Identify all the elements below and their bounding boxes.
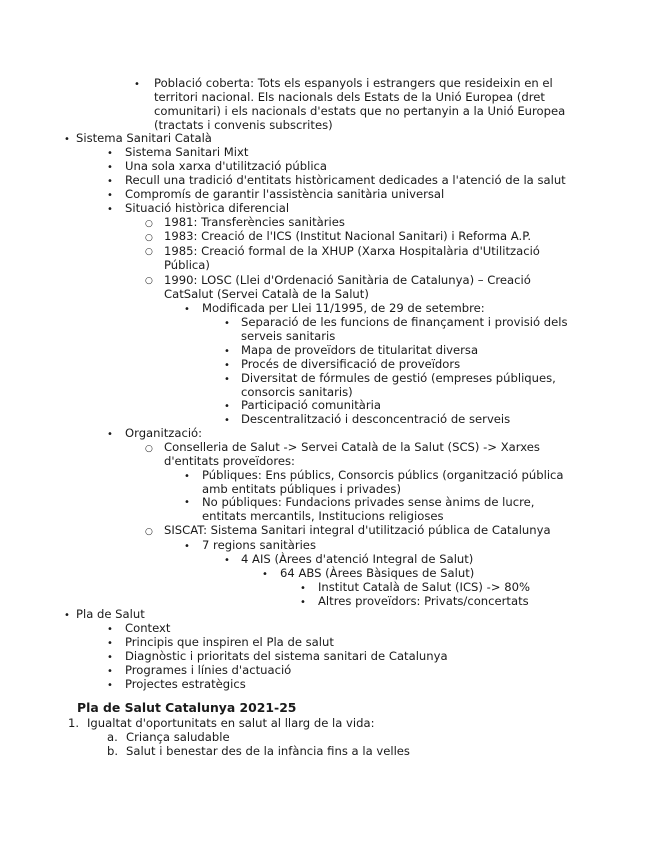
bullet: • bbox=[224, 555, 230, 566]
proveidor-item: Institut Català de Salut (ICS) -> 80% bbox=[318, 580, 530, 594]
mesura-item: consorcis sanitaris) bbox=[241, 385, 353, 399]
circle-bullet: ○ bbox=[145, 233, 153, 243]
poblacio-line: territori nacional. Els nacionals dels Estats de la Unió Europea (dret bbox=[154, 90, 545, 104]
entitat-item: No públiques: Fundacions privades sense ànims de lucre, bbox=[202, 495, 535, 509]
page-heading: Pla de Salut Catalunya 2021-25 bbox=[77, 700, 297, 715]
poblacio-line: Població coberta: Tots els espanyols i estrangers que resideixin en el bbox=[154, 76, 553, 90]
list-item: Principis que inspiren el Pla de salut bbox=[125, 635, 334, 649]
list-item: Diagnòstic i prioritats del sistema sanitari de Catalunya bbox=[125, 649, 448, 663]
bullet: • bbox=[64, 134, 70, 145]
numbered-item: Igualtat d'oportunitats en salut al llarg de la vida: bbox=[87, 716, 375, 730]
list-item: Compromís de garantir l'assistència sanitària universal bbox=[125, 187, 445, 201]
bullet: • bbox=[184, 471, 190, 482]
circle-bullet: ○ bbox=[145, 247, 153, 257]
bullet: • bbox=[184, 304, 190, 315]
bullet: • bbox=[64, 610, 70, 621]
bullet: • bbox=[224, 401, 230, 412]
ais-line: 4 AIS (Àrees d'atenció Integral de Salut) bbox=[241, 552, 474, 566]
abs-line: 64 ABS (Àrees Bàsiques de Salut) bbox=[280, 566, 475, 580]
mesura-item: Descentralització i desconcentració de serveis bbox=[241, 412, 511, 426]
lettered-item: Criança saludable bbox=[126, 730, 230, 744]
mesura-item: serveis sanitaris bbox=[241, 329, 336, 343]
bullet: • bbox=[134, 79, 140, 90]
bullet: • bbox=[107, 176, 113, 187]
bullet: • bbox=[107, 666, 113, 677]
entitat-item: entitats mercantils, Institucions religioses bbox=[202, 509, 444, 523]
timeline-item: 1981: Transferències sanitàries bbox=[164, 215, 345, 229]
regions-line: 7 regions sanitàries bbox=[202, 538, 316, 552]
list-item: Organització: bbox=[125, 426, 203, 440]
proveidor-item: Altres proveïdors: Privats/concertats bbox=[318, 594, 529, 608]
conselleria-line: d'entitats proveïdores: bbox=[164, 454, 295, 468]
entitat-item: Públiques: Ens públics, Consorcis públics (organització pública bbox=[202, 468, 564, 482]
bullet: • bbox=[107, 680, 113, 691]
list-item: Una sola xarxa d'utilització pública bbox=[125, 159, 328, 173]
mesura-item: Separació de les funcions de finançament i provisió dels bbox=[241, 315, 568, 329]
timeline-item: 1983: Creació de l'ICS (Institut Nacional Sanitari) i Reforma A.P. bbox=[164, 229, 532, 243]
section-title: Sistema Sanitari Català bbox=[76, 131, 212, 145]
bullet: • bbox=[224, 415, 230, 426]
list-item: Programes i línies d'actuació bbox=[125, 663, 292, 677]
list-item: Sistema Sanitari Mixt bbox=[125, 145, 249, 159]
bullet: • bbox=[300, 597, 306, 608]
list-item: Projectes estratègics bbox=[125, 677, 246, 691]
bullet: • bbox=[262, 569, 268, 580]
bullet: • bbox=[224, 360, 230, 371]
siscat-line: SISCAT: Sistema Sanitari integral d'utilització pública de Catalunya bbox=[164, 523, 551, 537]
bullet: • bbox=[107, 624, 113, 635]
list-letter: b. bbox=[107, 744, 119, 758]
timeline-item: Pública) bbox=[164, 258, 210, 272]
mesura-item: Diversitat de fórmules de gestió (empreses públiques, bbox=[241, 371, 556, 385]
circle-bullet: ○ bbox=[145, 527, 153, 537]
bullet: • bbox=[300, 583, 306, 594]
circle-bullet: ○ bbox=[145, 276, 153, 286]
lettered-item: Salut i benestar des de la infància fins a la velles bbox=[126, 744, 410, 758]
circle-bullet: ○ bbox=[145, 219, 153, 229]
poblacio-line: comunitari) i els nacionals d'estats que no pertanyin a la Unió Europea bbox=[154, 104, 566, 118]
modificada-line: Modificada per Llei 11/1995, de 29 de setembre: bbox=[202, 301, 485, 315]
bullet: • bbox=[107, 162, 113, 173]
circle-bullet: ○ bbox=[145, 444, 153, 454]
section-title: Pla de Salut bbox=[76, 607, 145, 621]
list-item: Context bbox=[125, 621, 171, 635]
bullet: • bbox=[184, 541, 190, 552]
bullet: • bbox=[107, 148, 113, 159]
mesura-item: Participació comunitària bbox=[241, 398, 381, 412]
mesura-item: Mapa de proveïdors de titularitat diversa bbox=[241, 343, 479, 357]
timeline-item: CatSalut (Servei Català de la Salut) bbox=[164, 287, 369, 301]
poblacio-line: (tractats i convenis subscrites) bbox=[154, 118, 333, 132]
list-item: Recull una tradició d'entitats històricament dedicades a l'atenció de la salut bbox=[125, 173, 566, 187]
bullet: • bbox=[224, 318, 230, 329]
bullet: • bbox=[107, 204, 113, 215]
bullet: • bbox=[184, 497, 190, 508]
bullet: • bbox=[224, 346, 230, 357]
bullet: • bbox=[107, 429, 113, 440]
bullet: • bbox=[107, 638, 113, 649]
bullet: • bbox=[107, 190, 113, 201]
entitat-item: amb entitats públiques i privades) bbox=[202, 482, 401, 496]
mesura-item: Procés de diversificació de proveïdors bbox=[241, 357, 461, 371]
list-number: 1. bbox=[68, 716, 80, 730]
list-item: Situació històrica diferencial bbox=[125, 201, 290, 215]
timeline-item: 1990: LOSC (Llei d'Ordenació Sanitària de Catalunya) – Creació bbox=[164, 273, 531, 287]
bullet: • bbox=[224, 374, 230, 385]
conselleria-line: Conselleria de Salut -> Servei Català de la Salut (SCS) -> Xarxes bbox=[164, 440, 540, 454]
timeline-item: 1985: Creació formal de la XHUP (Xarxa Hospitalària d'Utilització bbox=[164, 244, 540, 258]
list-letter: a. bbox=[107, 730, 118, 744]
bullet: • bbox=[107, 652, 113, 663]
